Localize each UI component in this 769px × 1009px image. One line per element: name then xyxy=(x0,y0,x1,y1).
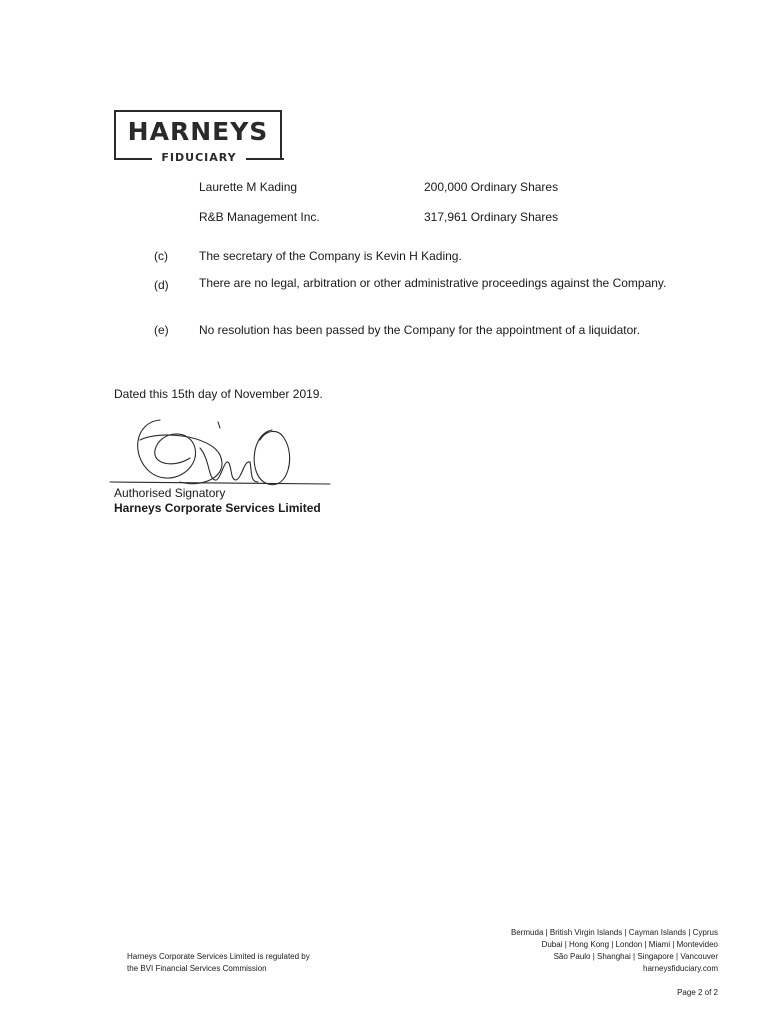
footer-regulation: Harneys Corporate Services Limited is regulated by xyxy=(127,952,310,961)
dated-line: Dated this 15th day of November 2019. xyxy=(114,387,323,401)
footer-offices: Dubai | Hong Kong | London | Miami | Montevideo xyxy=(541,940,718,949)
signatory-title: Authorised Signatory xyxy=(114,486,226,500)
logo-subtitle: FIDUCIARY xyxy=(161,151,237,164)
page-number: Page 2 of 2 xyxy=(677,988,718,997)
clause-label: (e) xyxy=(154,323,169,337)
logo-rule-left xyxy=(114,158,152,160)
clause-text: The secretary of the Company is Kevin H Kading. xyxy=(199,249,462,263)
clause-text: No resolution has been passed by the Company for the appointment of a liquidator. xyxy=(199,323,640,337)
footer-offices: São Paulo | Shanghai | Singapore | Vancouver xyxy=(553,952,718,961)
signatory-company: Harneys Corporate Services Limited xyxy=(114,501,321,515)
shareholder-name: R&B Management Inc. xyxy=(199,210,320,224)
logo-rule-right xyxy=(246,158,284,160)
footer-website: harneysfiduciary.com xyxy=(643,964,718,973)
shareholder-name: Laurette M Kading xyxy=(199,180,298,194)
clause-text: There are no legal, arbitration or other administrative proceedings against the Company. xyxy=(199,276,667,290)
clause-label: (c) xyxy=(154,249,168,263)
clause-label: (d) xyxy=(154,278,169,292)
footer-regulation: the BVI Financial Services Commission xyxy=(127,964,267,973)
footer-offices: Bermuda | British Virgin Islands | Cayman Islands | Cyprus xyxy=(510,928,718,937)
logo-subtitle-row xyxy=(114,151,284,167)
shareholder-shares: 200,000 Ordinary Shares xyxy=(424,180,559,194)
shareholder-shares: 317,961 Ordinary Shares xyxy=(424,210,559,224)
logo-name: HARNEYS xyxy=(127,117,269,146)
